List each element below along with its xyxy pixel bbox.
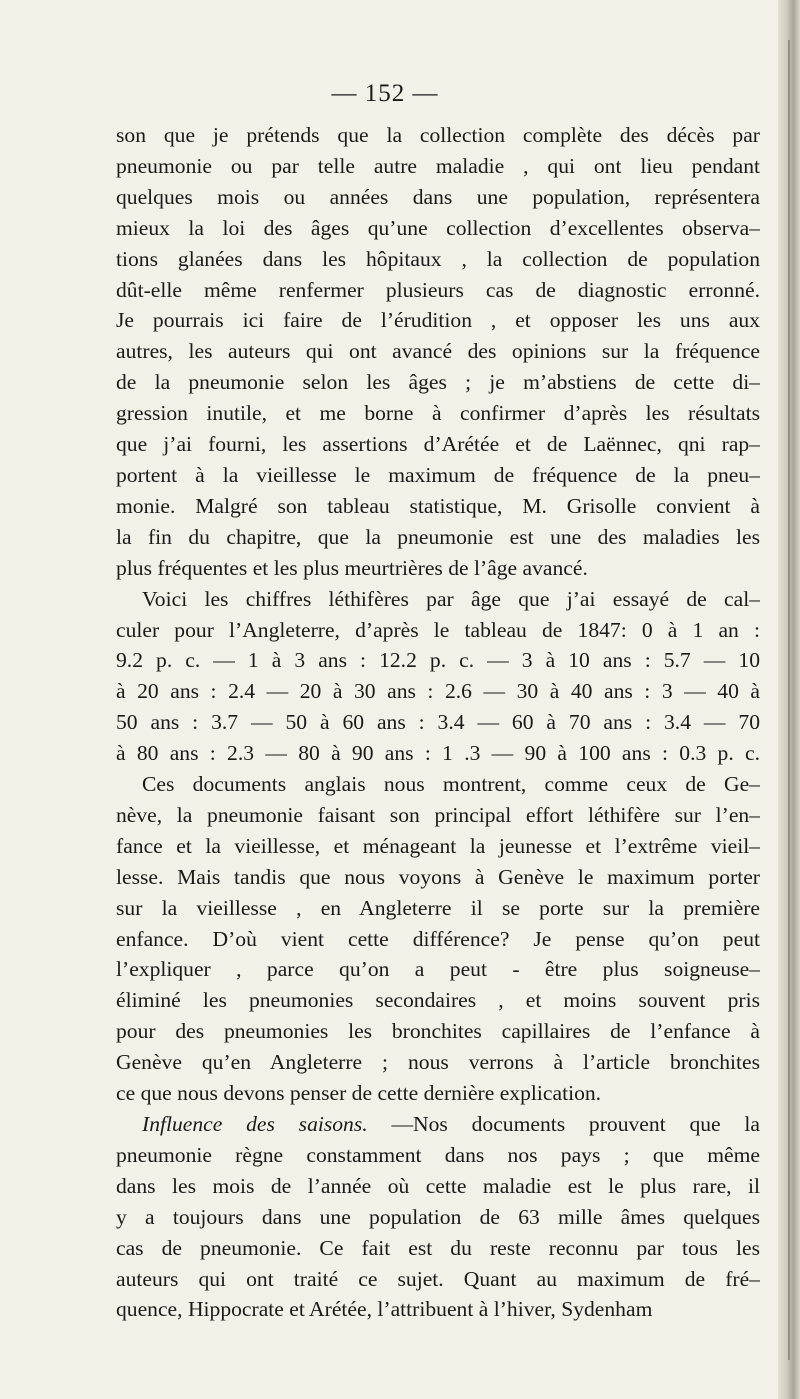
text-line: Ces documents anglais nous montrent, comme ceux de Ge– — [142, 772, 760, 797]
text-line: que j’ai fourni, les assertions d’Arétée et de Laënnec, qni rap– — [116, 432, 760, 457]
text-line: sur la vieillesse , en Angleterre il se porte sur la première — [116, 895, 760, 920]
section-heading: Influence des saisons. — [142, 1112, 368, 1136]
text-line: de la pneumonie selon les âges ; je m’abstiens de cette di– — [116, 370, 760, 395]
text-line: Genève qu’en Angleterre ; nous verrons à l’article bronchites — [116, 1050, 760, 1075]
text-line: 9.2 p. c. — 1 à 3 ans : 12.2 p. c. — 3 à 10 ans : 5.7 — 10 — [116, 648, 760, 673]
text-span: —Nos documents prouvent que la — [367, 1112, 760, 1136]
text-line: y a toujours dans une population de 63 mille âmes quelques — [116, 1204, 760, 1229]
paragraph-3 — [116, 769, 760, 1109]
text-line: fance et la vieillesse, et ménageant la jeunesse et l’extrême vieil– — [116, 833, 760, 858]
text-line: pneumonie règne constamment dans nos pays ; que même — [116, 1142, 760, 1167]
text-line: à 80 ans : 2.3 — 80 à 90 ans : 1 .3 — 90 à 100 ans : 0.3 p. c. — [116, 741, 760, 766]
page-edge-line — [788, 40, 790, 1360]
text-line: quelques mois ou années dans une population, représentera — [116, 184, 760, 209]
text-line: quence, Hippocrate et Arétée, l’attribuent à l’hiver, Sydenham — [116, 1297, 653, 1322]
text-line: enfance. D’où vient cette différence? Je pense qu’on peut — [116, 926, 760, 951]
text-line: nève, la pneumonie faisant son principal effort léthifère sur l’en– — [116, 802, 760, 827]
page-number: — 152 — — [331, 80, 439, 107]
page-edge-shadow — [778, 0, 800, 1399]
text-line: pour des pneumonies les bronchites capillaires de l’enfance à — [116, 1019, 760, 1044]
text-line: monie. Malgré son tableau statistique, M. Grisolle convient à — [116, 493, 760, 518]
text-line — [116, 1109, 760, 1140]
text-line: mieux la loi des âges qu’une collection d’excellentes observa– — [116, 215, 760, 240]
paragraph-1 — [116, 120, 760, 584]
body-text — [116, 120, 760, 1325]
text-line: à 20 ans : 2.4 — 20 à 30 ans : 2.6 — 30 à 40 ans : 3 — 40 à — [116, 679, 760, 704]
text-line: Voici les chiffres léthifères par âge que j’ai essayé de cal– — [142, 586, 760, 611]
paragraph-2 — [116, 584, 760, 769]
text-line: pneumonie ou par telle autre maladie , qui ont lieu pendant — [116, 153, 760, 178]
text-line: dans les mois de l’année où cette maladie est le plus rare, il — [116, 1173, 760, 1198]
text-line: l’expliquer , parce qu’on a peut - être plus soigneuse– — [116, 957, 760, 982]
paragraph-4 — [116, 1109, 760, 1325]
text-line: lesse. Mais tandis que nous voyons à Genève le maximum porter — [116, 864, 760, 889]
text-line: dût-elle même renfermer plusieurs cas de diagnostic erronné. — [116, 277, 760, 302]
text-line: la fin du chapitre, que la pneumonie est une des maladies les — [116, 524, 760, 549]
text-line: ce que nous devons penser de cette dernière explication. — [116, 1081, 602, 1106]
text-line: son que je prétends que la collection complète des décès par — [116, 123, 760, 147]
text-line: auteurs qui ont traité ce sujet. Quant au maximum de fré– — [116, 1266, 760, 1291]
text-line: culer pour l’Angleterre, d’après le tableau de 1847: 0 à 1 an : — [116, 617, 760, 642]
text-line: Je pourrais ici faire de l’érudition , et opposer les uns aux — [116, 308, 760, 333]
text-line: portent à la vieillesse le maximum de fréquence de la pneu– — [116, 462, 760, 487]
text-line: éliminé les pneumonies secondaires , et moins souvent pris — [116, 988, 760, 1013]
text-line: tions glanées dans les hôpitaux , la collection de population — [116, 246, 760, 271]
text-line: cas de pneumonie. Ce fait est du reste reconnu par tous les — [116, 1235, 760, 1260]
text-line: autres, les auteurs qui ont avancé des opinions sur la fréquence — [116, 339, 760, 364]
text-line: plus fréquentes et les plus meurtrières de l’âge avancé. — [116, 555, 588, 580]
text-line: 50 ans : 3.7 — 50 à 60 ans : 3.4 — 60 à 70 ans : 3.4 — 70 — [116, 710, 760, 735]
text-line: gression inutile, et me borne à confirmer d’après les résultats — [116, 401, 760, 426]
